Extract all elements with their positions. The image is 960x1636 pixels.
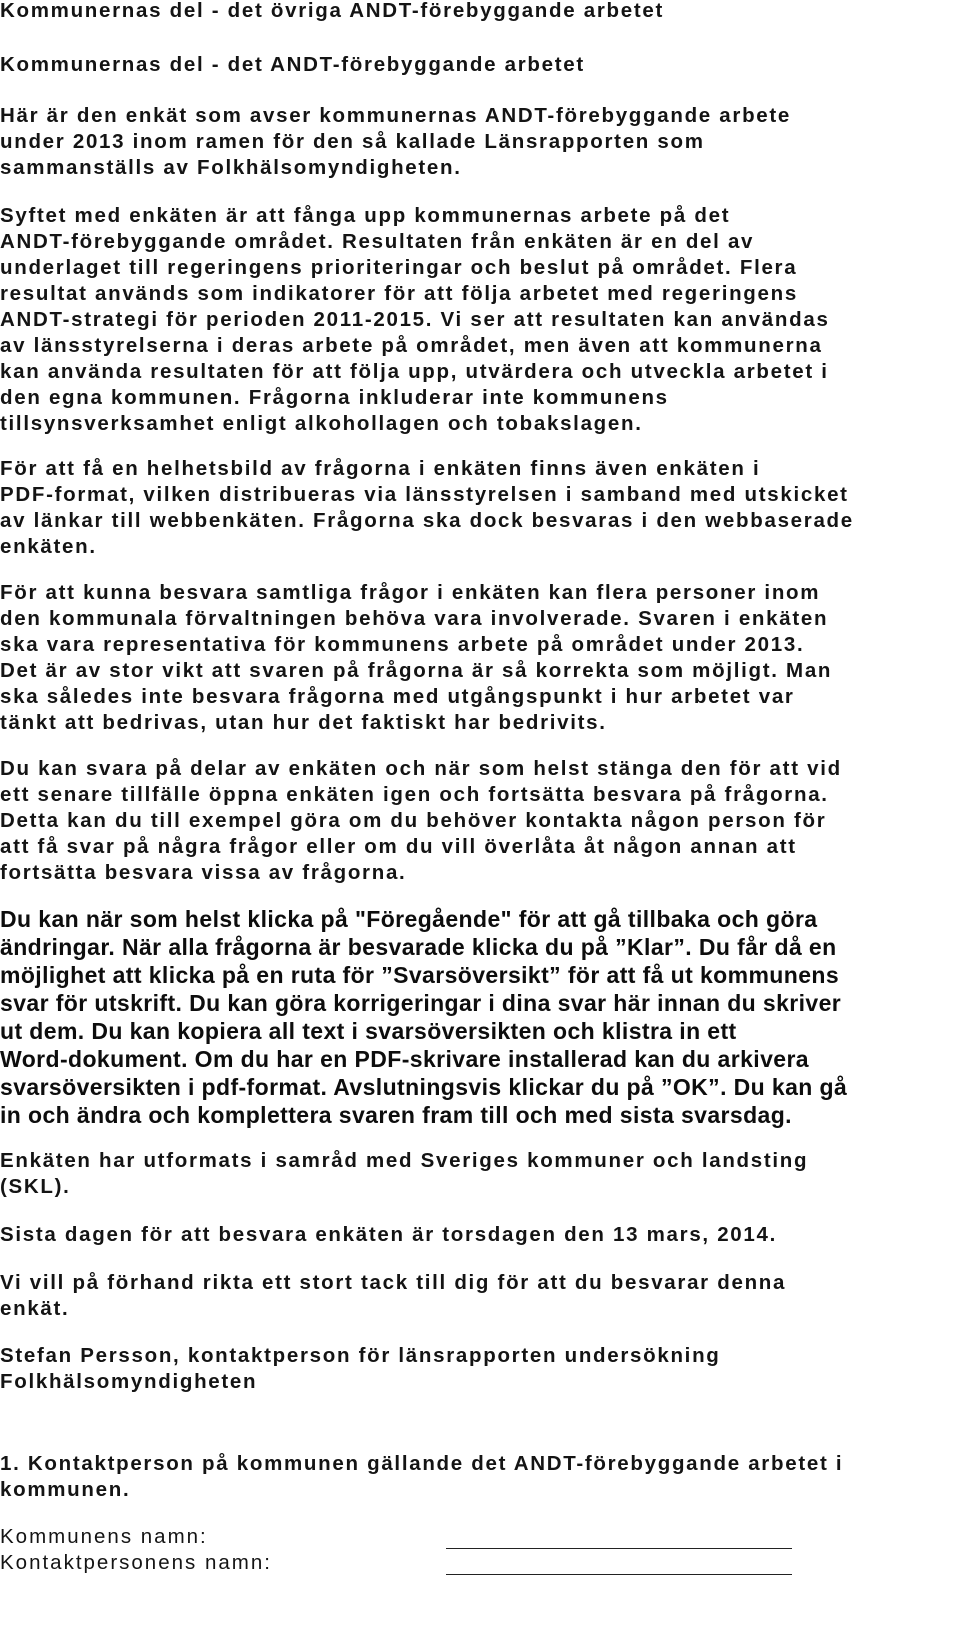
navigation-info-line: ut dem. Du kan kopiera all text i svarsöversikten och klistra in ett: [0, 1018, 737, 1044]
purpose-line: kan använda resultaten för att följa upp, utvärdera och utveckla arbetet i: [0, 360, 829, 383]
purpose-line: ANDT-strategi för perioden 2011-2015. Vi ser att resultaten kan användas: [0, 308, 830, 331]
skl-info-line: Enkäten har utformats i samråd med Sveriges kommuner och landsting: [0, 1149, 809, 1172]
purpose-line: resultat används som indikatorer för att följa arbetet med regeringens: [0, 282, 798, 305]
persons-info-line: ska vara representativa för kommunens arbete på området under 2013.: [0, 633, 805, 656]
pdf-info-line: av länkar till webbenkäten. Frågorna ska dock besvaras i den webbaserade: [0, 509, 854, 532]
persons-info-line: den kommunala förvaltningen behöva vara involverade. Svaren i enkäten: [0, 607, 829, 630]
navigation-info-line: svarsöversikten i pdf-format. Avslutningsvis klickar du på ”OK”. Du kan gå: [0, 1074, 848, 1100]
partial-info-line: Du kan svara på delar av enkäten och när som helst stänga den för att vid: [0, 757, 842, 780]
persons-info-line: Det är av stor vikt att svaren på frågorna är så korrekta som möjligt. Man: [0, 659, 833, 682]
partial-info-line: att få svar på några frågor eller om du vill överlåta åt någon annan att: [0, 835, 797, 858]
navigation-info-line: Word-dokument. Om du har en PDF-skrivare installerad kan du arkivera: [0, 1046, 809, 1072]
partial-info-line: fortsätta besvara vissa av frågorna.: [0, 861, 407, 884]
question-1-title: 1. Kontaktperson på kommunen gällande det ANDT-förebyggande arbetet i: [0, 1452, 844, 1475]
persons-info-line: För att kunna besvara samtliga frågor i enkäten kan flera personer inom: [0, 581, 821, 604]
municipality-name-field[interactable]: [446, 1548, 792, 1549]
purpose-line: underlaget till regeringens prioriteringar och beslut på området. Flera: [0, 256, 798, 279]
purpose-line: ANDT-förebyggande området. Resultaten från enkäten är en del av: [0, 230, 755, 253]
deadline: Sista dagen för att besvara enkäten är torsdagen den 13 mars, 2014.: [0, 1223, 778, 1246]
contact-name-label: Kontaktpersonens namn:: [0, 1551, 272, 1574]
intro-line: under 2013 inom ramen för den så kallade Länsrapporten som: [0, 130, 705, 153]
thanks-line: Vi vill på förhand rikta ett stort tack till dig för att du besvarar denna: [0, 1271, 787, 1294]
navigation-info-line: svar för utskrift. Du kan göra korrigeringar i dina svar här innan du skriver: [0, 990, 842, 1016]
header-title: Kommunernas del - det övriga ANDT-förebyggande arbetet: [0, 0, 664, 22]
skl-info-line: (SKL).: [0, 1175, 71, 1198]
signature-line: Folkhälsomyndigheten: [0, 1370, 258, 1393]
pdf-info-line: PDF-format, vilken distribueras via länsstyrelsen i samband med utskicket: [0, 483, 849, 506]
signature-line: Stefan Persson, kontaktperson för länsrapporten undersökning: [0, 1344, 721, 1367]
purpose-line: den egna kommunen. Frågorna inkluderar inte kommunens: [0, 386, 669, 409]
intro-line: sammanställs av Folkhälsomyndigheten.: [0, 156, 462, 179]
purpose-line: Syftet med enkäten är att fånga upp kommunernas arbete på det: [0, 204, 731, 227]
pdf-info-line: För att få en helhetsbild av frågorna i enkäten finns även enkäten i: [0, 457, 761, 480]
partial-info-line: Detta kan du till exempel göra om du behöver kontakta någon person för: [0, 809, 827, 832]
navigation-info-line: Du kan när som helst klicka på "Föregående" för att gå tillbaka och göra: [0, 906, 818, 932]
contact-name-field[interactable]: [446, 1574, 792, 1575]
navigation-info-line: möjlighet att klicka på en ruta för ”Svarsöversikt” för att få ut kommunens: [0, 962, 840, 988]
persons-info-line: ska således inte besvara frågorna med utgångspunkt i hur arbetet var: [0, 685, 795, 708]
municipality-name-label: Kommunens namn:: [0, 1525, 208, 1548]
question-1-title: kommunen.: [0, 1478, 131, 1501]
persons-info-line: tänkt att bedrivas, utan hur det faktiskt har bedrivits.: [0, 711, 607, 734]
intro-line: Här är den enkät som avser kommunernas ANDT-förebyggande arbete: [0, 104, 792, 127]
purpose-line: av länsstyrelserna i deras arbete på området, men även att kommunerna: [0, 334, 823, 357]
partial-info-line: ett senare tillfälle öppna enkäten igen och fortsätta besvara på frågorna.: [0, 783, 829, 806]
thanks-line: enkät.: [0, 1297, 70, 1320]
navigation-info-line: ändringar. När alla frågorna är besvarade klicka du på ”Klar”. Du får då en: [0, 934, 837, 960]
navigation-info-line: in och ändra och komplettera svaren fram till och med sista svarsdag.: [0, 1102, 792, 1128]
section-title: Kommunernas del - det ANDT-förebyggande arbetet: [0, 53, 585, 76]
purpose-line: tillsynsverksamhet enligt alkohollagen och tobakslagen.: [0, 412, 643, 435]
pdf-info-line: enkäten.: [0, 535, 97, 558]
